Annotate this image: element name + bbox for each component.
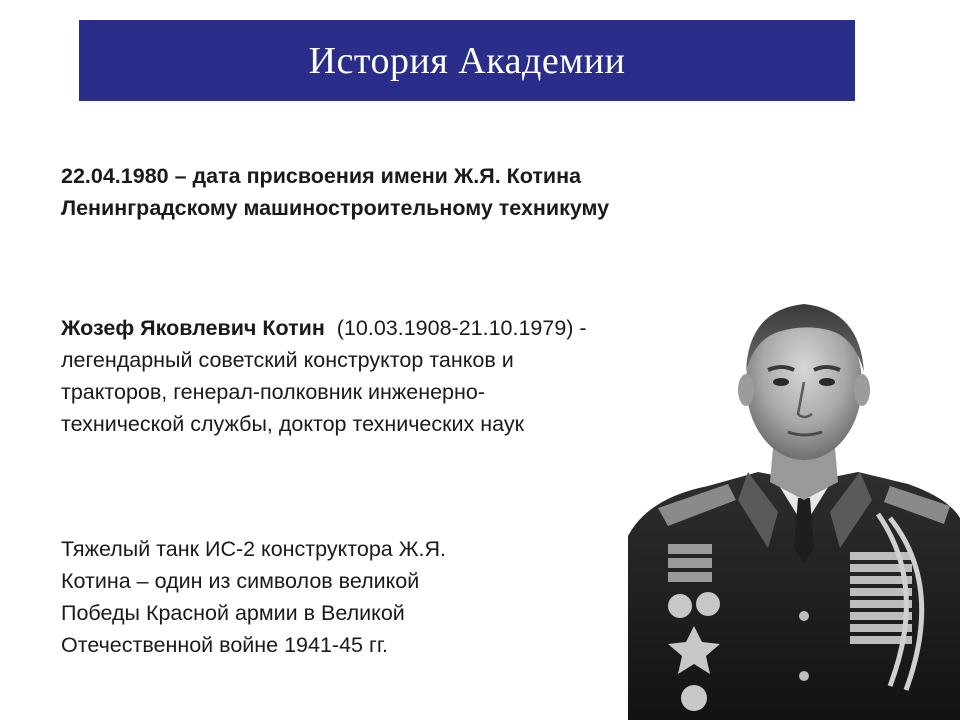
slide-title: История Академии [308, 39, 626, 82]
biography-line-4: технической службы, доктор технических наук [61, 412, 525, 436]
biography-line-2: легендарный советский конструктор танков и [61, 348, 514, 372]
person-name: Жозеф Яковлевич Котин [61, 316, 325, 340]
title-banner [79, 20, 855, 101]
tank-line-2: Котина – один из символов великой [61, 569, 420, 593]
portrait-photo [628, 286, 960, 720]
tank-paragraph [61, 533, 601, 661]
tank-line-1: Тяжелый танк ИС-2 конструктора Ж.Я. [61, 537, 447, 561]
tank-line-4: Отечественной войне 1941-45 гг. [61, 633, 389, 657]
life-dates: (10.03.1908-21.10.1979) - [324, 316, 587, 340]
biography-line-3: тракторов, генерал-полковник инженерно- [61, 380, 485, 404]
date-statement-line-1: 22.04.1980 – дата присвоения имени Ж.Я. Котина [61, 164, 582, 188]
date-statement-line-2: Ленинградскому машиностроительному техникуму [61, 196, 610, 220]
tank-line-3: Победы Красной армии в Великой [61, 601, 405, 625]
date-statement [61, 160, 821, 224]
